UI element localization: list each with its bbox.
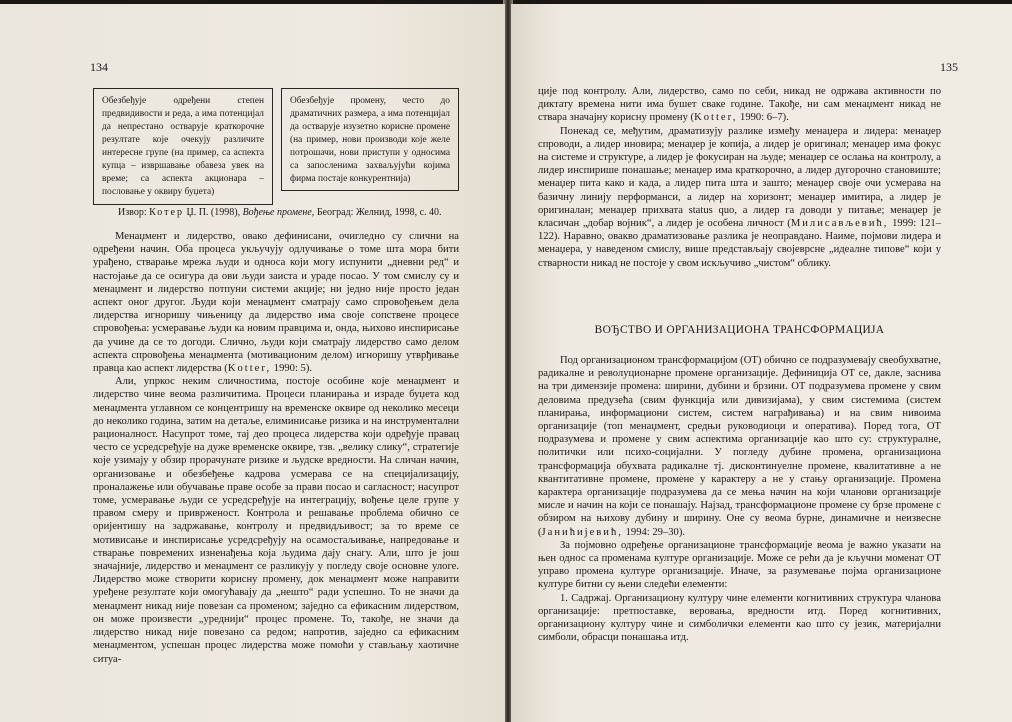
paragraph: За појмовно одређење организационе трансформације веома је важно указати на њен однос са променама културе организације. Може се рећи да је кључни моменат ОТ управо промена културе организације. Иначе, за разумевање појма организационе културе битни су њени следећи елементи: (538, 539, 941, 591)
citation-year: 1994: 29–30). (625, 526, 686, 538)
paragraph: 1. Садржај. Организациону културу чине елементи когнитивних структура чланова организације: претпоставке, веровања, вредности итд. Поред когнитивних, организациону културу чине и симболички елементи као што су језик, материјални симболи, обрасци понашања итд. (538, 592, 941, 644)
right-body-text-top (538, 85, 941, 270)
source-citation (118, 207, 458, 218)
paragraph (538, 125, 941, 270)
source-prefix: Извор: (118, 207, 147, 218)
paragraph: Али, упркос неким сличностима, постоје особине које менаџмент и лидерство чине веома различитима. Процеси планирања и израде буџета код менаџмента углавном се концентришу на временске оквире од неколико месеци до неколико година, затим на детаље, елиминисање ризика и на инструментални рационалност. Насупрот томе, тај део процеса лидерства који одређује правац често се усредсређује на дуже временске оквире, тзв. „велику слику“, стратегије које узимају у обзир прорачунате ризике и људске вредности. На сличан начин, организовање и обезбеђење кадрова усмерава се на специјализацију, проналажење или обучавање праве особе за прави посао и сагласност; насупрот томе, усмеравање људи се усредсређује на интеграцију, вођење целе групе у правом смеру и привржeност. Контрола и решавање проблема обично се оријентишу на задржавање, контролу и предвидљивост; за то време се мотивисање и инспирисање усредсређују на осамостаљивање, напредовање и стварање повремених изненађења која људима дају снагу. Али, што је још значајније, лидерство и менаџмент се разликују у погледу своје основне улоге. Лидерство може створити корисну промену, док менаџмент може направити уређене резултате који омогућавају да „нешто“ ради успешно. То не значи да менаџмент никад није повезан са променом; заједно са ефикасним лидерством, он може произвести „уреднији“ процес промене. То, такође, не значи да лидерство никад није повезано са редом; напротив, заједно са ефикасним менаџментом, успешан процес лидерства може помоћи у стављању хаотичне ситуа- (93, 376, 459, 665)
paragraph-text: Менаџмент и лидерство, овако дефинисани, очигледно су слични на одређени начин. Оба процеса укључују одлучивање о томе шта мора бити урађено, стварање мрежа људи и односа који могу испунити „дневни ред“ и настојање да се осигура да ови људи заиста и ураде посао. У том смислу су и менаџмент и лидерство потпуни системи акције; ни једно није просто један аспект оног другог. Људи који менаџмент сматрају само спровођењем дела лидерства игноришу чињеницу да лидерство има своје сопствене процесе спровођења: усмеравање људи ка новим правцима и, онда, њихово инспирисање да учине да се то догоди. Слично, људи који сматрају лидерство само делом аспекта спровођења менаџмента (мотивационим делом) игноришу утврђивање правца као аспект лидерства ( (93, 231, 459, 375)
paragraph-text-end: 1999: 121–122). Наравно, овакво драматизовање разлика је неоправдано. Наиме, појмови лидера и менаџера, у наведеном смислу, више представљају својеврсне „идеалне типове“ који у стварности никад не постоје у свом искључиво „чистом“ облику. (538, 218, 941, 269)
citation-author: Kotter, (694, 112, 738, 124)
source-author: Котер (149, 207, 184, 218)
table-cell-leadership: Обезбеђује промену, често до драматичних размера, а има потенцијал да остварује изузетно корисне промене (на пример, нови производи које желе потрошачи, нови приступи у односима са запосленима захваљујући којима фирма постаје конкурентнија) (281, 88, 459, 191)
left-page (0, 4, 505, 722)
citation-author: Јанићијевић, (541, 526, 623, 538)
citation-year: 1990: 6–7). (740, 112, 789, 124)
citation-author: Милисављевић, (790, 218, 889, 230)
section-heading: ВОЂСТВО И ОРГАНИЗАЦИОНА ТРАНСФОРМАЦИЈА (594, 324, 885, 336)
citation-author: Kotter, (227, 363, 272, 375)
citation-year: 1990: 5). (273, 363, 313, 375)
paragraph-text: Понекад се, међутим, драматизују разлике између менаџера и лидера: менаџер спроводи, а лидер иновира; менаџер је копија, а лидер је оригинал; менаџер има фокус на системе и структуре, а лидер је фокусиран на људе; менаџер се ослања на контролу, а лидер инспирише понашање; менаџер има краткорочно, а лидер дугорочно становиште; менаџер пита како и када, а лидер пита шта и зашто; менаџер своје очи усмерава на базичну линију перформанси, а лидер на хоризонт; менаџер имитира, а лидер је оригиналан; менаџер прихвата status quo, а лидер га доводи у питање; менаџер је класичан „добар војник“, а лидер је особена личност ( (538, 125, 941, 230)
source-initials: Џ. П. (1998), (186, 207, 241, 218)
left-body-text (93, 230, 459, 666)
paragraph-text: ције под контролу. Али, лидерство, само по себи, никад не одржава активности по диктату времена нити има бушет сваке године. Такође, ни сам менаџмент никад не ствара значајну корисну промену ( (538, 86, 941, 124)
source-rest: Београд: Желнид, 1998, с. 40. (316, 207, 442, 218)
paragraph-text: Под организационом трансформацијом (ОТ) обично се подразумевају свеобухватне, радикалне и револуционарне промене организације. Дефиниција ОТ се, дакле, заснива на три димензије промена: ширини, дубини и брзини. ОТ подразумева промене у свим деловима предузећа (свим функција или дивизијама), у свим системима (систем планирања, информациони систем, систем награђивања) и на свим нивоима организације (топ менаџмент, средњи руководиоци и оперативa). Поред тога, ОТ подразумева и промене у свим аспектима организације као што су: структуралне, политички или психо-социјални. У погледу дубине промена, организациона трансформација обухвата радикалне тј. дисконтинуелне промене, квалитативне а не квантитативне промене, промене у карактеру а не у стању организације. Промена карактера организације подразумева да се мења начин на који чланови организације мисле и начин на који се понашају. Најзад, трансформационе промене су брзе промене с обзиром на њихову дубину и ширину. Оне су веома бурне, динамичне и неизвесне ( (538, 355, 941, 538)
page-number-right: 135 (940, 60, 958, 74)
paragraph (538, 354, 941, 539)
source-title: Вођење промене, (242, 207, 315, 218)
right-body-text-bottom (538, 354, 941, 644)
paragraph (538, 85, 941, 125)
page-number-left: 134 (90, 60, 108, 74)
paragraph (93, 230, 459, 375)
table-cell-management: Обезбеђује одређени степен предвидивости и реда, а има потенцијал да непрестано остварује краткорочне резултате које очекују различите интересне групе (на пример, са аспекта купца – извршавање обавеза увек на време; са аспекта акционара – пословање у оквиру буџета) (93, 88, 273, 205)
